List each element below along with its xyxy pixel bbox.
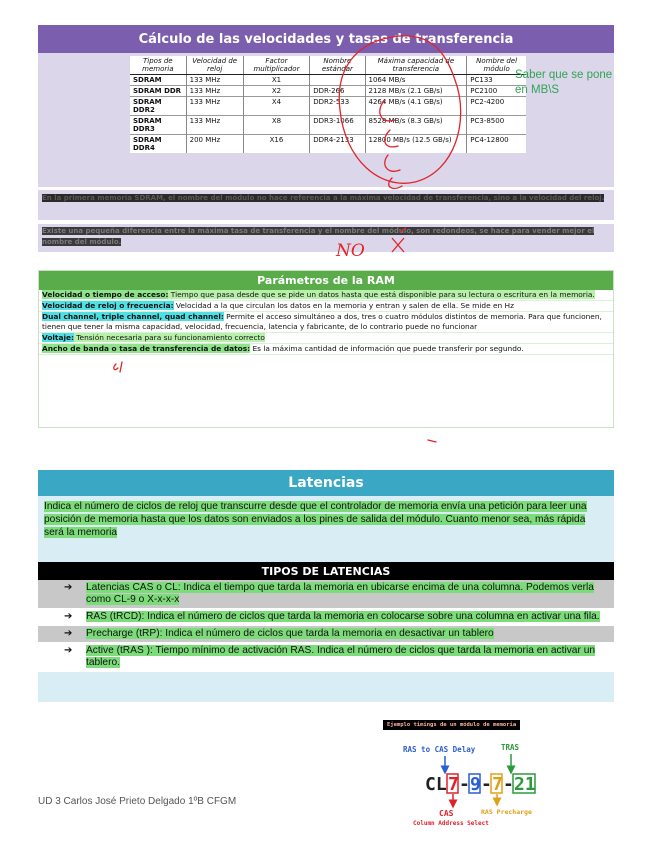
- table-cell: DDR2-533: [310, 97, 365, 116]
- table-cell: PC133: [467, 75, 526, 86]
- arrow-icon: ➔: [64, 611, 73, 622]
- latency-text: Precharge (tRP): Indica el número de ciclos que tarda la memoria en desactivar un tablero: [86, 628, 494, 639]
- table-cell: SDRAM DDR: [130, 86, 186, 97]
- ram-term: Voltaje:: [42, 333, 74, 342]
- note-rounding: [38, 224, 614, 252]
- cas-label: CAS: [439, 809, 454, 818]
- cl-label: CL: [425, 774, 447, 795]
- rcd-digit: 9: [470, 774, 481, 795]
- ram-text: Es la máxima cantidad de información que puede transferir por segundo.: [250, 344, 524, 353]
- latency-item-precharge: [38, 626, 614, 643]
- table-cell: SDRAM DDR4: [130, 135, 186, 154]
- ras-to-cas-label: RAS to CAS Delay: [403, 745, 476, 754]
- table-cell: SDRAM: [130, 75, 186, 86]
- ras-precharge-label: RAS Precharge: [481, 808, 532, 816]
- table-cell: 133 MHz: [186, 116, 243, 135]
- table-cell: 133 MHz: [186, 75, 243, 86]
- rp-digit: 7: [492, 774, 503, 795]
- svg-text:-: -: [459, 774, 470, 795]
- arrow-icon: ➔: [64, 628, 73, 639]
- ram-text: Tensión necesaria para su funcionamiento correcto: [73, 333, 265, 342]
- velocities-title: Cálculo de las velocidades y tasas de transferencia: [38, 25, 614, 53]
- table-cell: 4264 MB/s (4.1 GB/s): [365, 97, 467, 116]
- table-cell: 12800 MB/s (12.5 GB/s): [365, 135, 467, 154]
- table-cell: DDR3-1066: [310, 116, 365, 135]
- table-cell: PC3-8500: [467, 116, 526, 135]
- table-cell: X16: [243, 135, 309, 154]
- table-cell: 133 MHz: [186, 97, 243, 116]
- latency-text: Active (tRAS ): Tiempo mínimo de activación RAS. Indica el número de ciclos que tarda la memoria en activar un tablero.: [86, 645, 596, 668]
- table-cell: X4: [243, 97, 309, 116]
- tras-label: TRAS: [501, 743, 520, 752]
- velocities-table-wrap: [130, 56, 526, 153]
- note-rounding-text: Existe una pequeña diferencia entre la máxima tasa de transferencia y el nombre del módulo, son redondeos, se hace para vender mejor el nombre del módulo.: [42, 227, 595, 246]
- table-cell: DDR-266: [310, 86, 365, 97]
- column-header: Nombre estándar: [310, 56, 365, 75]
- table-cell: 200 MHz: [186, 135, 243, 154]
- latencies-title: Latencias: [38, 470, 614, 496]
- column-header: Máxima capacidad de transferencia: [365, 56, 467, 75]
- ram-term: Dual channel, triple channel, quad channel:: [42, 312, 224, 321]
- table-row: [130, 116, 526, 135]
- timing-figure: [383, 711, 583, 827]
- column-header: Nombre del módulo: [467, 56, 526, 75]
- latency-item-cas: [38, 580, 614, 609]
- arrow-icon: ➔: [64, 582, 73, 593]
- latency-item-ras: [38, 609, 614, 626]
- ram-parameters-title: Parámetros de la RAM: [39, 271, 613, 290]
- timing-figure-caption: Ejemplo timings de un módulo de memoria: [383, 720, 520, 730]
- note-sdram-text: En la primera memoria SDRAM, el nombre del módulo no hace referencia a la máxima velocidad de transferencia, sino a la velocidad del reloj.: [42, 194, 605, 202]
- table-cell: PC2100: [467, 86, 526, 97]
- velocities-table: [130, 56, 526, 153]
- note-sdram: [38, 190, 614, 220]
- page-footer: UD 3 Carlos José Prieto Delgado 1ºB CFGM: [38, 796, 237, 807]
- table-cell: [310, 75, 365, 86]
- svg-text:-: -: [481, 774, 492, 795]
- table-row: [130, 135, 526, 154]
- red-dash-mark: [428, 440, 436, 442]
- velocities-section: [38, 25, 614, 187]
- ram-item-voltage: [39, 333, 613, 344]
- table-cell: DDR4-2133: [310, 135, 365, 154]
- tras-digits: 21: [514, 774, 536, 795]
- latency-text: Latencias CAS o CL: Indica el tiempo que tarda la memoria en ubicarse encima de una columna. Podemos verla como CL-9 o X-x-x-x: [86, 582, 594, 605]
- ram-term: Velocidad o tiempo de acceso:: [42, 290, 169, 299]
- ram-item-channels: [39, 312, 613, 333]
- table-cell: SDRAM DDR2: [130, 97, 186, 116]
- ram-parameters-section: [38, 270, 614, 428]
- table-cell: PC2-4200: [467, 97, 526, 116]
- latencies-description-text: Indica el número de ciclos de reloj que transcurre desde que el controlador de memoria envía una petición para leer una posición de memoria hasta que los datos son enviados a los pines de salida del módulo. Cuanto menor sea, más rápida será la memoria: [44, 501, 587, 538]
- table-row: [130, 86, 526, 97]
- timing-diagram: [383, 730, 583, 828]
- latencies-description: [38, 496, 614, 539]
- ram-item-bandwidth: [39, 344, 613, 355]
- ram-item-access-time: [39, 290, 613, 301]
- latency-text: RAS (tRCD): Indica el número de ciclos que tarda la memoria en colocarse sobre una columna en activar una fila.: [86, 611, 600, 622]
- latencies-section: [38, 470, 614, 702]
- ram-text: Tiempo que pasa desde que se pide un datos hasta que está disponible para su lectura o escritura en la memoria.: [168, 290, 595, 299]
- arrow-icon: ➔: [64, 645, 73, 656]
- column-header: Factor multiplicador: [243, 56, 309, 75]
- table-cell: 133 MHz: [186, 86, 243, 97]
- ram-text: Permite el acceso simultáneo a dos, tres o cuatro módulos distintos de memoria. Para que funcionen, tienen que tener la misma capacidad, velocidad, frecuencia, latencia y fabricante, de lo contrario puede no funcionar: [42, 312, 602, 331]
- no-annotation: NO: [336, 241, 365, 261]
- latency-types-title: TIPOS DE LATENCIAS: [38, 562, 614, 580]
- latency-item-active: [38, 643, 614, 672]
- latency-types-list: [38, 580, 614, 672]
- column-header: Velocidad de reloj: [186, 56, 243, 75]
- table-cell: SDRAM DDR3: [130, 116, 186, 135]
- column-header: Tipos de memoria: [130, 56, 186, 75]
- table-cell: X1: [243, 75, 309, 86]
- ram-term: Velocidad de reloj o frecuencia:: [42, 301, 174, 310]
- ram-term: Ancho de banda o tasa de transferencia de datos:: [42, 344, 251, 353]
- table-cell: X8: [243, 116, 309, 135]
- table-row: [130, 97, 526, 116]
- handwritten-annotation: Saber que se pone en MB\S: [515, 69, 613, 96]
- ram-text: Velocidad a la que circulan los datos en la memoria y entran y salen de ella. Se mide en Hz: [173, 301, 514, 310]
- ram-item-clock: [39, 301, 613, 312]
- cas-full-label: Column Address Select: [413, 820, 489, 827]
- table-cell: X2: [243, 86, 309, 97]
- table-cell: 8528 MB/s (8.3 GB/s): [365, 116, 467, 135]
- table-cell: 2128 MB/s (2.1 GB/s): [365, 86, 467, 97]
- table-cell: 1064 MB/s: [365, 75, 467, 86]
- table-cell: PC4-12800: [467, 135, 526, 154]
- table-row: [130, 75, 526, 86]
- svg-text:-: -: [503, 774, 514, 795]
- cas-digit: 7: [448, 774, 459, 795]
